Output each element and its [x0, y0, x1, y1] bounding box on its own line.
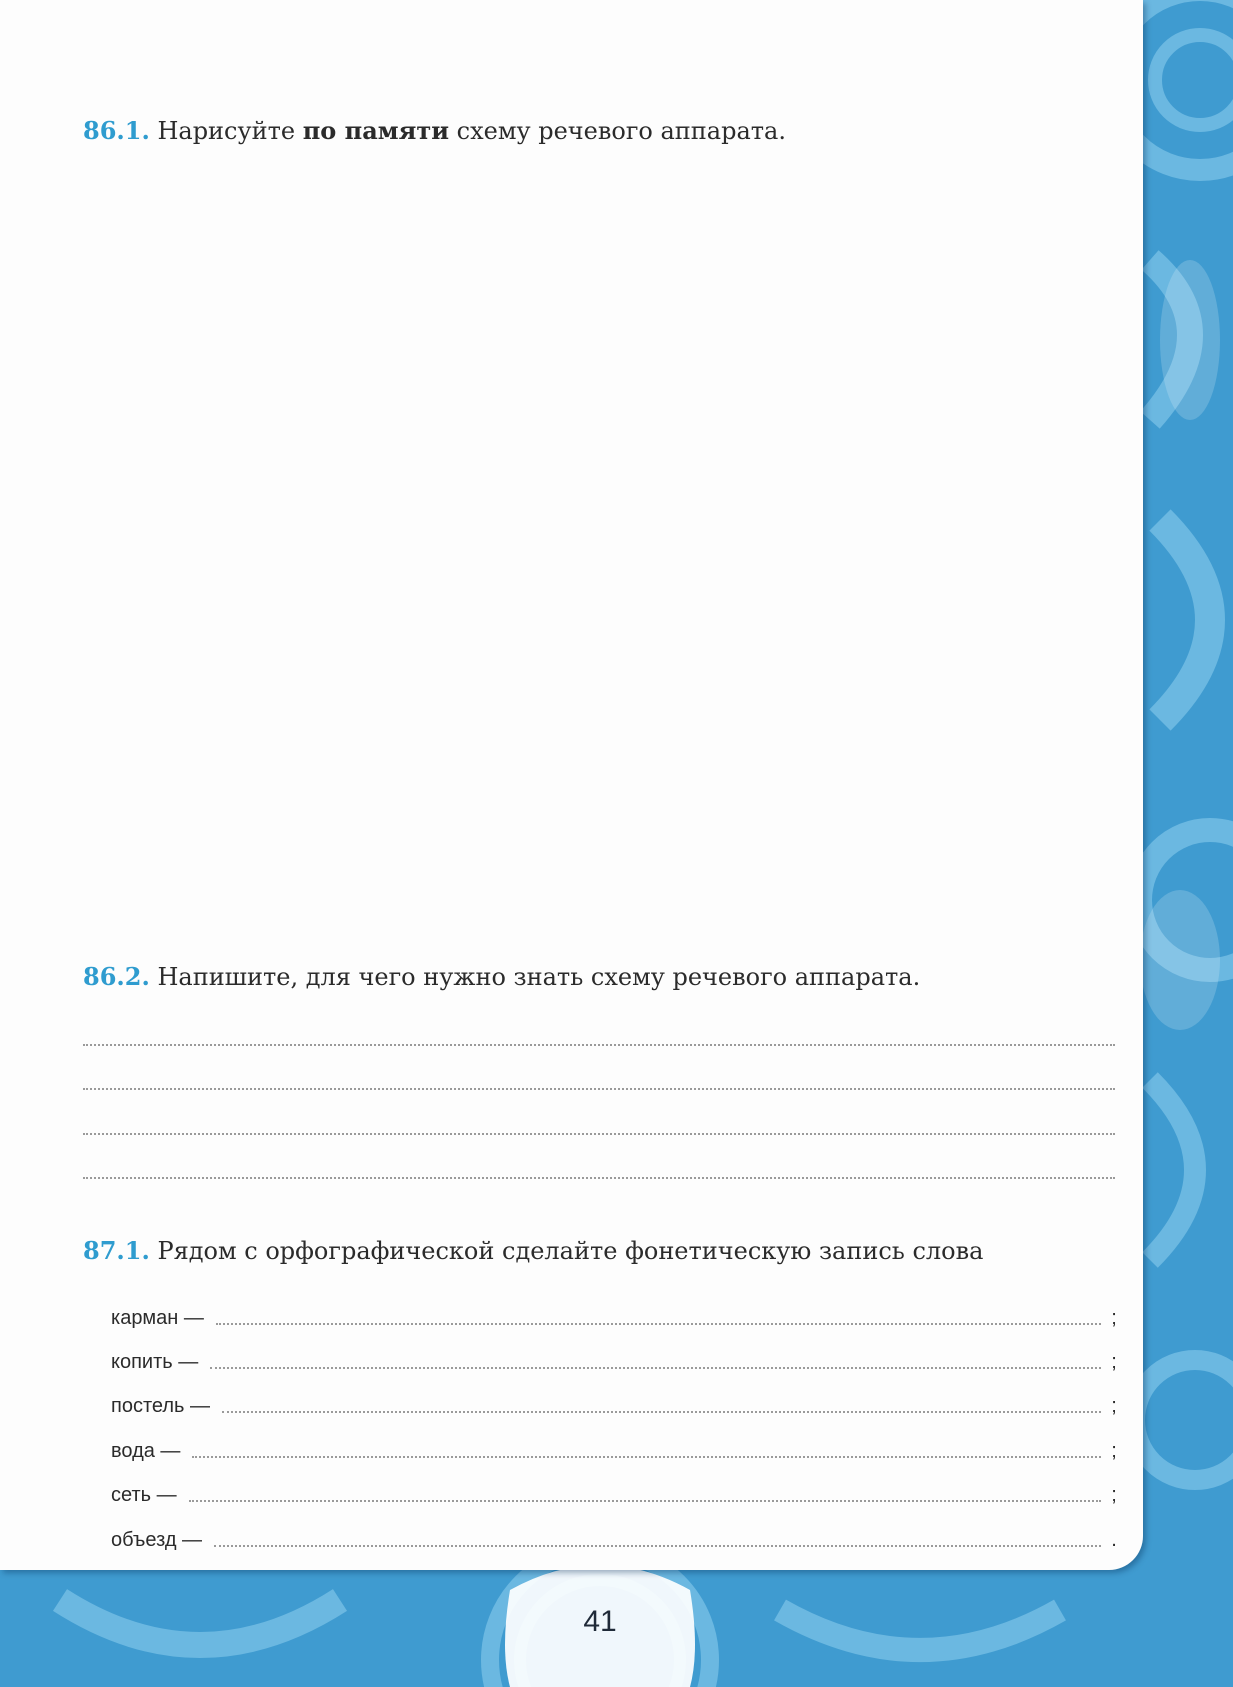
- answer-line[interactable]: [189, 1500, 1101, 1502]
- word-row: [111, 1388, 1119, 1418]
- task-number: 87.1.: [83, 1236, 150, 1265]
- word-row: [111, 1477, 1119, 1507]
- task-86-2-title: [83, 962, 920, 991]
- page-number: 41: [583, 1605, 617, 1638]
- answer-line[interactable]: [216, 1323, 1101, 1325]
- task-text: Нарисуйте: [157, 117, 303, 145]
- answer-line[interactable]: [214, 1545, 1101, 1547]
- answer-line[interactable]: [210, 1367, 1101, 1369]
- answer-line[interactable]: [83, 1088, 1115, 1090]
- task-86-1-title: [83, 116, 786, 145]
- word-label: постель —: [111, 1395, 210, 1417]
- row-punctuation: .: [1111, 1529, 1117, 1551]
- word-row: [111, 1344, 1119, 1374]
- answer-line[interactable]: [222, 1411, 1101, 1413]
- answer-line[interactable]: [192, 1456, 1101, 1458]
- row-punctuation: ;: [1111, 1351, 1117, 1373]
- word-row: [111, 1433, 1119, 1463]
- answer-line[interactable]: [83, 1044, 1115, 1046]
- task-text: Напишите, для чего нужно знать схему речевого аппарата.: [157, 963, 921, 991]
- answer-line[interactable]: [83, 1177, 1115, 1179]
- task-number: 86.1.: [83, 116, 150, 145]
- task-text-bold: по памяти: [302, 116, 450, 145]
- row-punctuation: ;: [1111, 1440, 1117, 1462]
- task-number: 86.2.: [83, 962, 150, 991]
- word-row: [111, 1300, 1119, 1330]
- row-punctuation: ;: [1111, 1484, 1117, 1506]
- word-label: объезд —: [111, 1529, 203, 1551]
- word-label: вода —: [111, 1440, 181, 1462]
- task-87-1-title: [83, 1236, 983, 1265]
- word-label: копить —: [111, 1351, 199, 1373]
- word-label: сеть —: [111, 1484, 177, 1506]
- word-label: карман —: [111, 1307, 204, 1329]
- row-punctuation: ;: [1111, 1395, 1117, 1417]
- row-punctuation: ;: [1111, 1307, 1117, 1329]
- task-text: Рядом с орфографической сделайте фонетическую запись слова: [157, 1237, 984, 1265]
- drawing-area[interactable]: [83, 160, 1115, 920]
- task-text: схему речевого аппарата.: [449, 117, 786, 145]
- answer-line[interactable]: [83, 1133, 1115, 1135]
- word-row: [111, 1522, 1119, 1552]
